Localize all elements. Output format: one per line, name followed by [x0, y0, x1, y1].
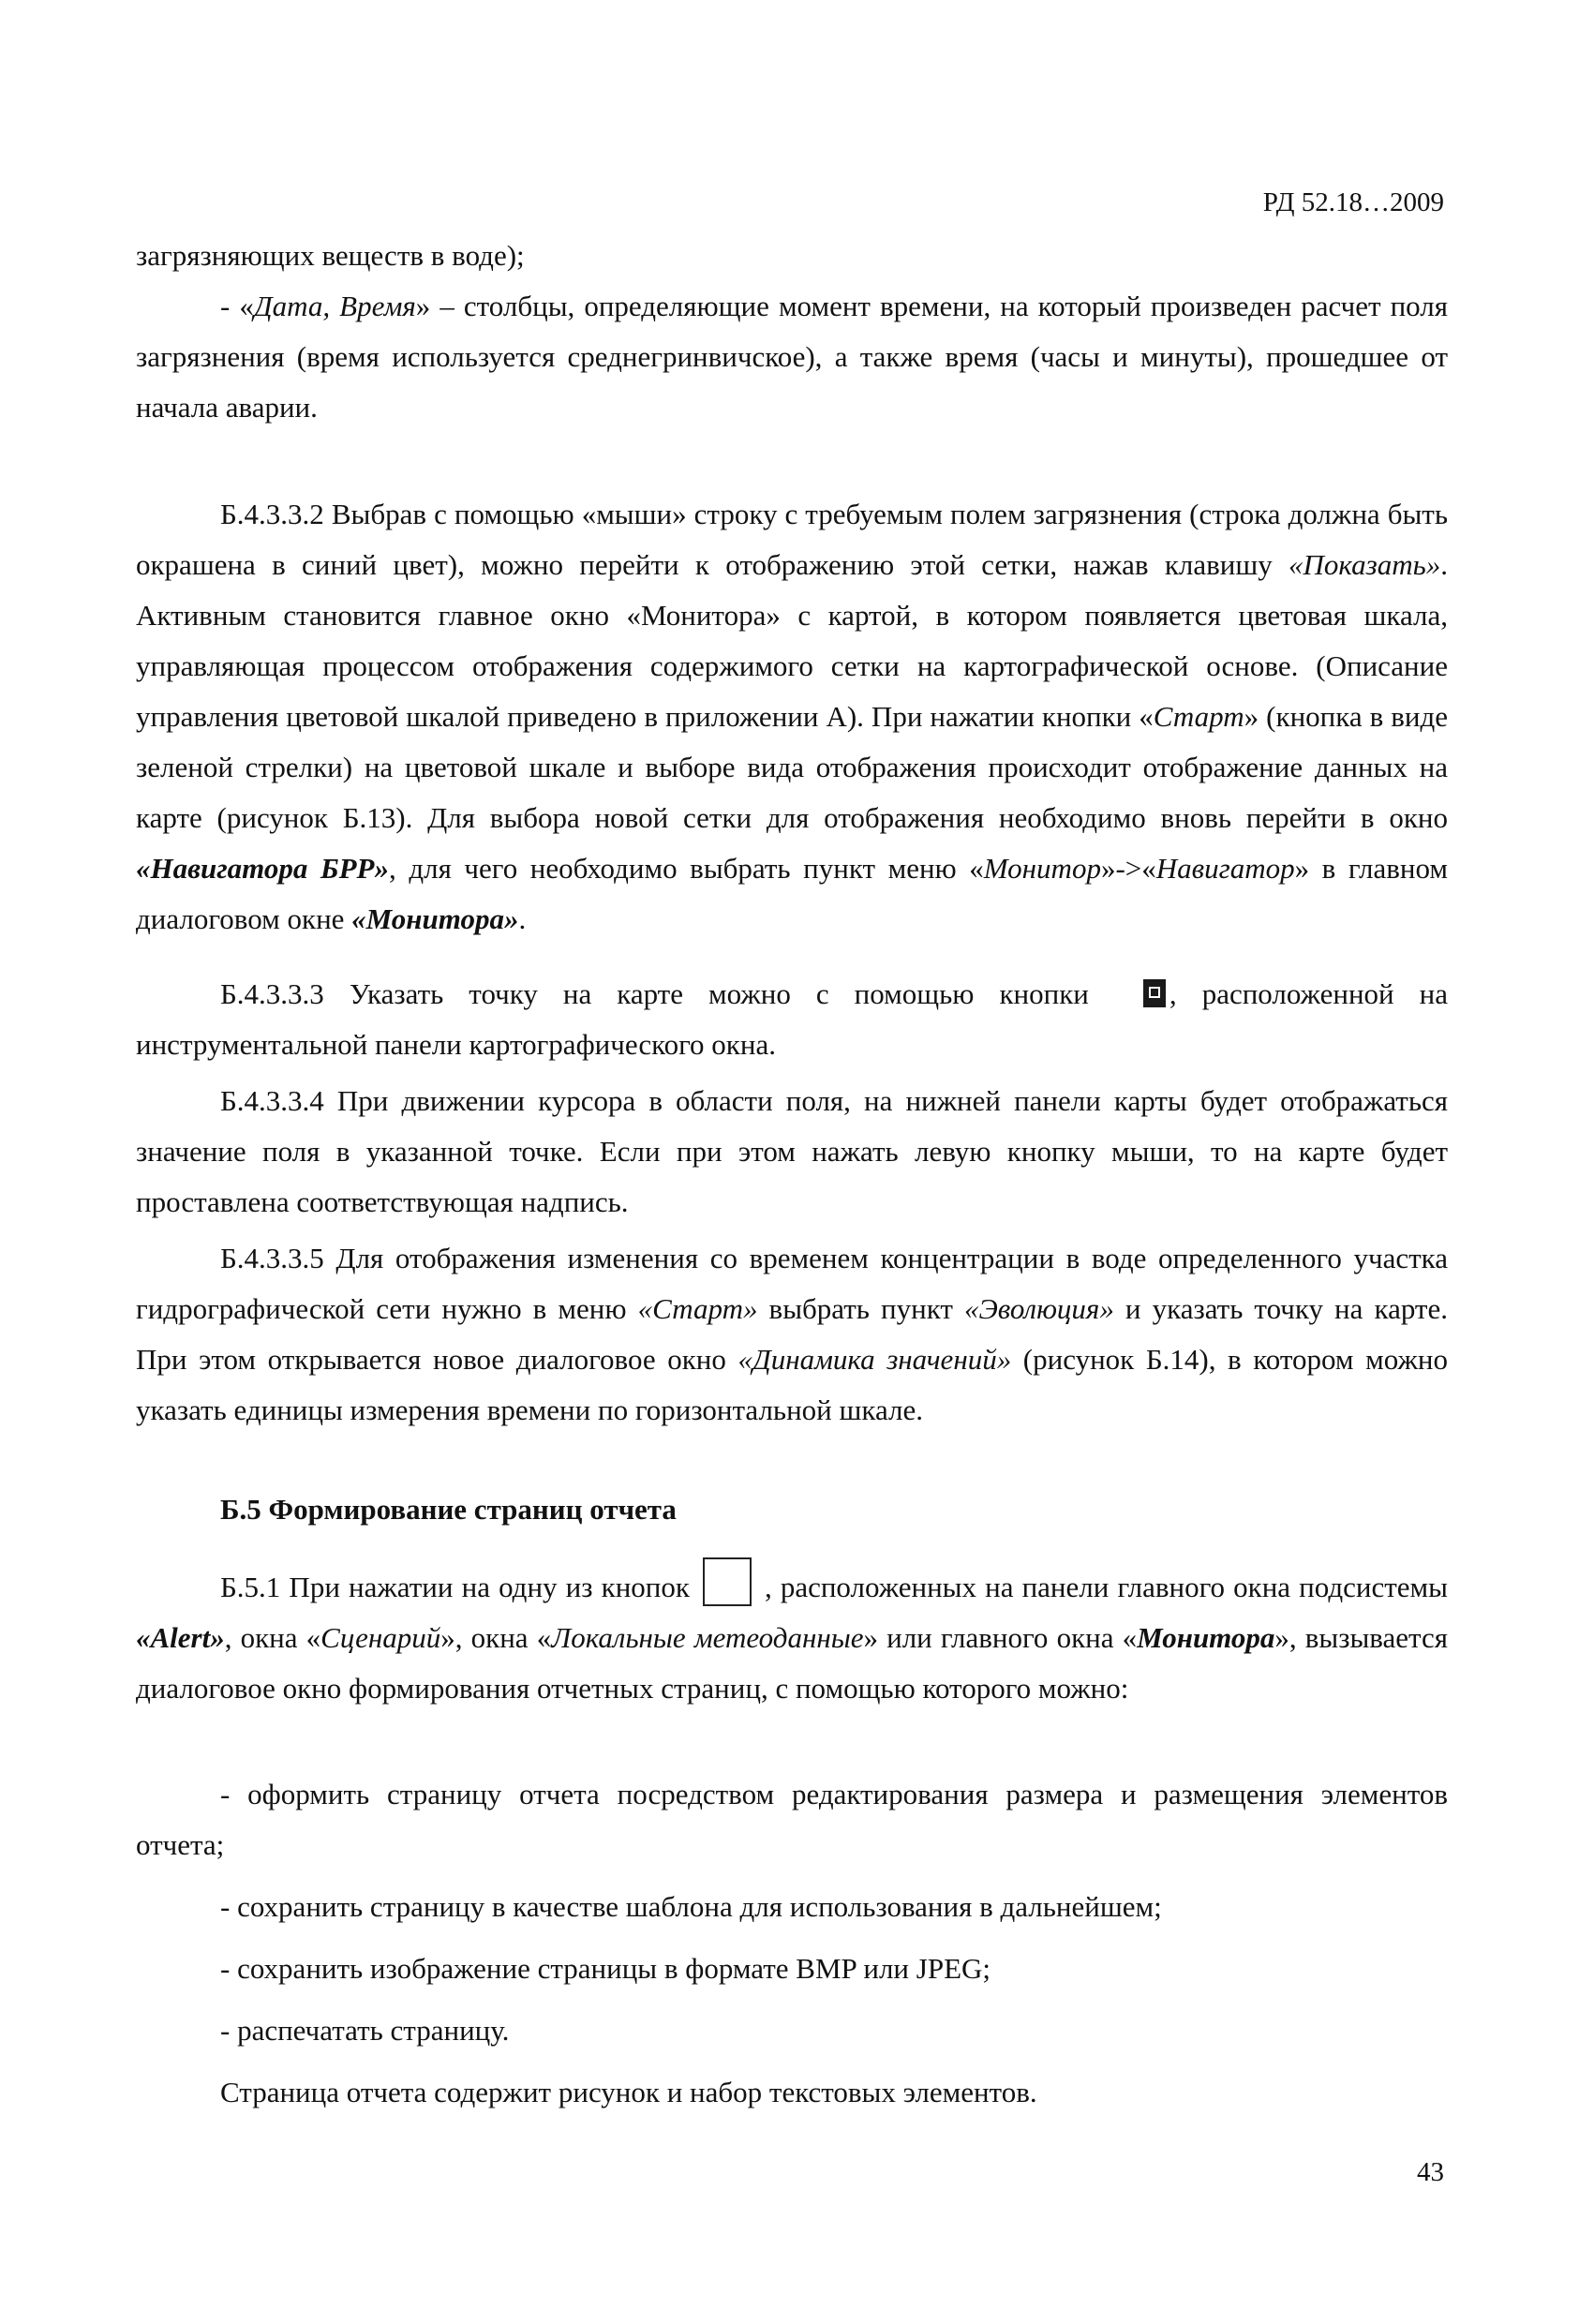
map-point-tool-icon — [1143, 979, 1166, 1007]
action-list — [136, 1769, 1448, 2118]
paragraph-b4334: Б.4.3.3.4 При движении курсора в области поля, на нижней панели карты будет отображаться значение поля в указанной точке. Если при этом нажать левую кнопку мыши, то на карте будет проставлена соответствующая надпись. — [136, 1084, 1448, 1218]
list-item: - сохранить страницу в качестве шаблона для использования в дальнейшем; — [220, 1890, 1162, 1923]
list-item: - сохранить изображение страницы в формате BMP или JPEG; — [220, 1952, 991, 1985]
paragraph-b4333: Б.4.3.3.3 Указать точку на карте можно с помощью кнопки , расположенной на инструментальной панели картографического окна. — [136, 977, 1448, 1061]
section-heading: Б.5 Формирование страниц отчета — [220, 1493, 677, 1526]
text-line: загрязняющих веществ в воде); — [136, 239, 525, 272]
document-code: РД 52.18…2009 — [1262, 187, 1444, 217]
list-item: - оформить страницу отчета посредством редактирования размера и размещения элементов отчета; — [136, 1778, 1448, 1861]
paragraph-b4335: Б.4.3.3.5 Для отображения изменения со временем концентрации в воде определенного участка гидрографической сети нужно в меню «Старт» выбрать пункт «Эволюция» и указать точку на карте. При этом открывается новое диалоговое окно «Динамика значений» (рисунок Б.14), в котором можно указать единицы измерения времени по горизонтальной шкале. — [136, 1242, 1449, 1426]
paragraph-b4332: Б.4.3.3.2 Выбрав с помощью «мыши» строку с требуемым полем загрязнения (строка должна быть окрашена в синий цвет), можно перейти к отображению этой сетки, нажав клавишу «Показать». Активным становится главное окно «Монитора» с картой, в котором появляется цветовая шкала, управляющая процессом отображения содержимого сетки на картографической основе. (Описание управления цветовой шкалой приведено в приложении А). При нажатии кнопки «Старт» (кнопка в виде зеленой стрелки) на цветовой шкале и выборе вида отображения происходит отображение данных на карте (рисунок Б.13). Для выбора новой сетки для отображения необходимо вновь перейти в окно «Навигатора БРР», для чего необходимо выбрать пункт меню «Монитор»->«Навигатор» в главном диалоговом окне «Монитора». — [136, 498, 1449, 935]
report-button-icon — [703, 1557, 752, 1606]
paragraph-b51: Б.5.1 При нажатии на одну из кнопок , расположенных на панели главного окна подсистемы «Alert», окна «Сценарий», окна «Локальные метеоданные» или главного окна «Монитора», вызывается диалоговое окно формирования отчетных страниц, с помощью которого можно: — [136, 1557, 1448, 1714]
closing-sentence: Страница отчета содержит рисунок и набор текстовых элементов. — [220, 2076, 1037, 2108]
paragraph-column-description — [136, 231, 1448, 433]
list-item: - распечатать страницу. — [220, 2014, 510, 2047]
page-number: 43 — [1417, 2157, 1444, 2187]
list-item-date-time: - «Дата, Время» – столбцы, определяющие момент времени, на который произведен расчет поля загрязнения (время используется среднегринвичское), а также время (часы и минуты), прошедшее от начала аварии. — [136, 290, 1449, 424]
